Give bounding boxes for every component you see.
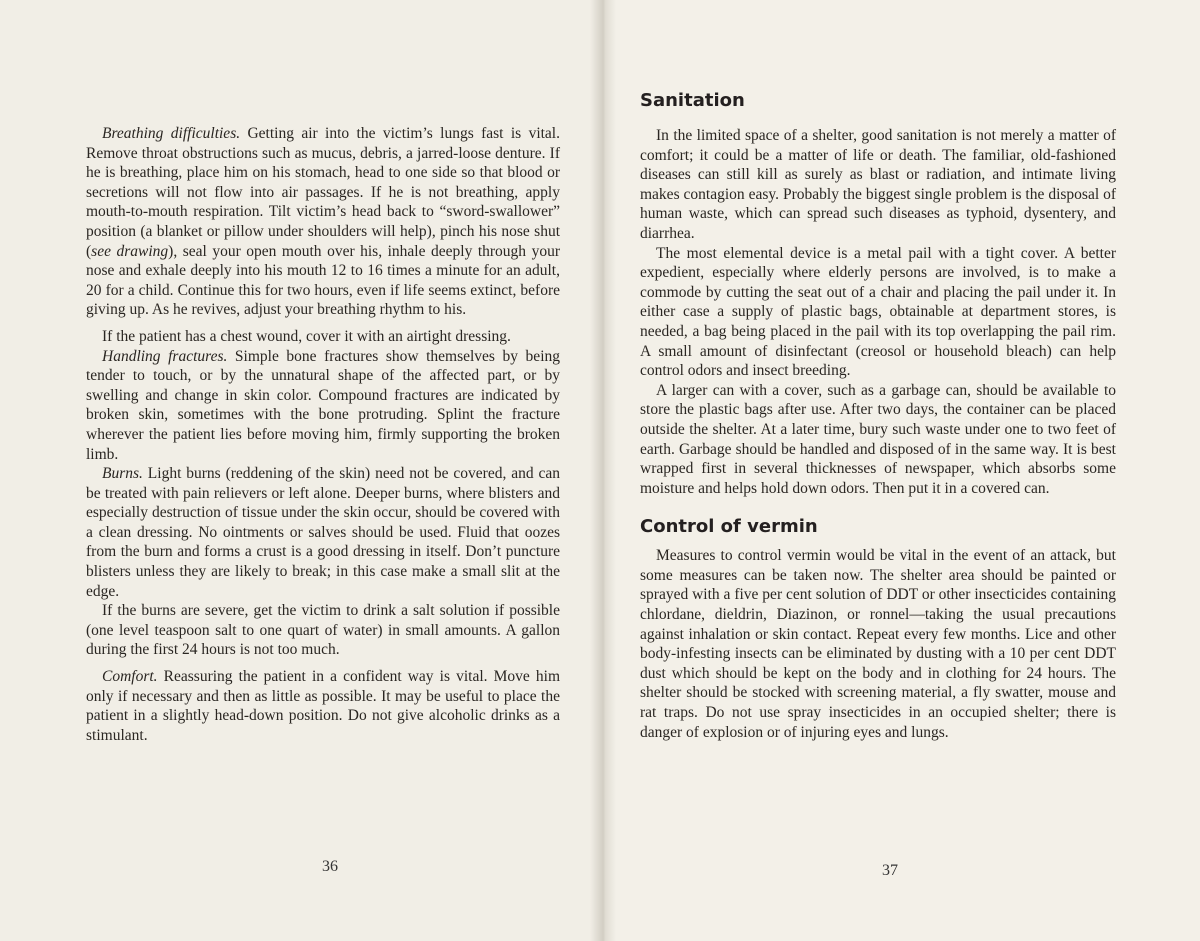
right-page <box>602 0 1200 941</box>
run-in-heading-burns: Burns. <box>102 465 143 483</box>
left-column <box>86 124 560 745</box>
inline-emphasis: see drawing <box>91 242 169 260</box>
paragraph-breathing <box>86 124 560 320</box>
paragraph-text: Getting air into the victim’s lungs fast is vital. Remove throat obstructions such as mucus, debris, a jarred-loose denture. If he is breathing, place him on his stomach, head to one side so that blood or secretions will not flow into air passages. If he is not breathing, apply mouth-to-mouth respiration. Tilt victim’s head back to “sword-swallower” position (a blanket or pillow under shoulders will help), pinch his nose shut ( <box>86 125 560 260</box>
paragraph-chest-wound: If the patient has a chest wound, cover it with an airtight dressing. <box>102 327 511 345</box>
run-in-heading-comfort: Comfort. <box>102 668 158 686</box>
paragraph-sanitation-3: A larger can with a cover, such as a garbage can, should be available to store the plastic bags after use. After two days, the container can be placed outside the shelter. At a later time, bury such waste under one to two feet of earth. Garbage should be handled and disposed of in the same way. It is best wrapped first in several thicknesses of newspaper, which absorbs some moisture and helps hold down odors. Then put it in a covered can. <box>640 381 1116 497</box>
paragraph-text: ), seal your open mouth over his, inhale deeply through your nose and exhale deeply into his mouth 12 to 16 times a minute for an adult, 20 for a child. Continue this for two hours, even if life seems extinct, before giving up. As he revives, adjust your breathing rhythm to his. <box>86 242 560 319</box>
paragraph-text: Light burns (reddening of the skin) need not be covered, and can be treated with pain relievers or left alone. Deeper burns, where blisters and especially destruction of tissue under the skin occur, should be covered with a clean dressing. No ointments or salves should be used. Fluid that oozes from the burn and forms a crust is a good dressing in itself. Don’t puncture blisters unless they are likely to break; in this case make a small slit at the edge. <box>86 465 560 600</box>
run-in-heading-breathing: Breathing difficulties. <box>102 125 241 142</box>
page-number-right: 37 <box>882 862 898 879</box>
run-in-heading-fractures: Handling fractures. <box>102 347 228 365</box>
paragraph-text: Simple bone fractures show themselves by being tender to touch, or by the unnatural shape of the affected part, or by swelling and change in skin color. Compound fractures are indicated by broken skin, sometimes with the bone protruding. Splint the fracture wherever the patient lies before moving him, firmly supporting the broken limb. <box>86 347 560 463</box>
paragraph-burns <box>86 464 560 601</box>
heading-sanitation: Sanitation <box>640 90 745 111</box>
right-column <box>640 90 1116 742</box>
paragraph-sanitation-1: In the limited space of a shelter, good sanitation is not merely a matter of comfort; it could be a matter of life or death. The familiar, old-fashioned diseases can still kill as surely as blast or radiation, and intimate living makes contagion easy. Probably the biggest single problem is the disposal of human waste, which can spread such diseases as typhoid, dysentery, and diarrhea. <box>640 127 1116 242</box>
heading-control-of-vermin: Control of vermin <box>640 516 818 538</box>
paragraph-comfort <box>86 667 560 745</box>
page-number-left: 36 <box>322 858 338 875</box>
book-gutter <box>590 0 616 941</box>
paragraph-fractures <box>86 347 560 465</box>
paragraph-sanitation-2: The most elemental device is a metal pail with a tight cover. A better expedient, especially where elderly persons are involved, is to make a commode by cutting the seat out of a chair and placing the pail under it. In either case a supply of plastic bags, obtainable at department stores, is needed, a bag being placed in the pail with its top overlapping the pail rim. A small amount of disinfectant (creosol or household bleach) can help control odors and insect breeding. <box>640 244 1116 380</box>
paragraph-text: Reassuring the patient in a confident way is vital. Move him only if necessary and then as little as possible. It may be useful to place the patient in a slightly head-down position. Do not give alcoholic drinks as a stimulant. <box>86 668 560 744</box>
paragraph-severe-burns: If the burns are severe, get the victim to drink a salt solution if possible (one level teaspoon salt to one quart of water) in small amounts. A gallon during the first 24 hours is not too much. <box>86 602 560 659</box>
paragraph-vermin-1: Measures to control vermin would be vital in the event of an attack, but some measures can be taken now. The shelter area should be painted or sprayed with a five per cent solution of DDT or other insecticides containing chlordane, dieldrin, Diazinon, or ronnel—taking the usual precautions against inhalation or skin contact. Repeat every few months. Lice and other body-infesting insects can be eliminated by dusting with a 10 per cent DDT dust which should be kept on the body and in clothing for 24 hours. The shelter should be stocked with screening material, a fly swatter, mouse and rat traps. Do not use spray insecticides in an occupied shelter; there is danger of explosion or of injuring eyes and lungs. <box>640 547 1116 741</box>
